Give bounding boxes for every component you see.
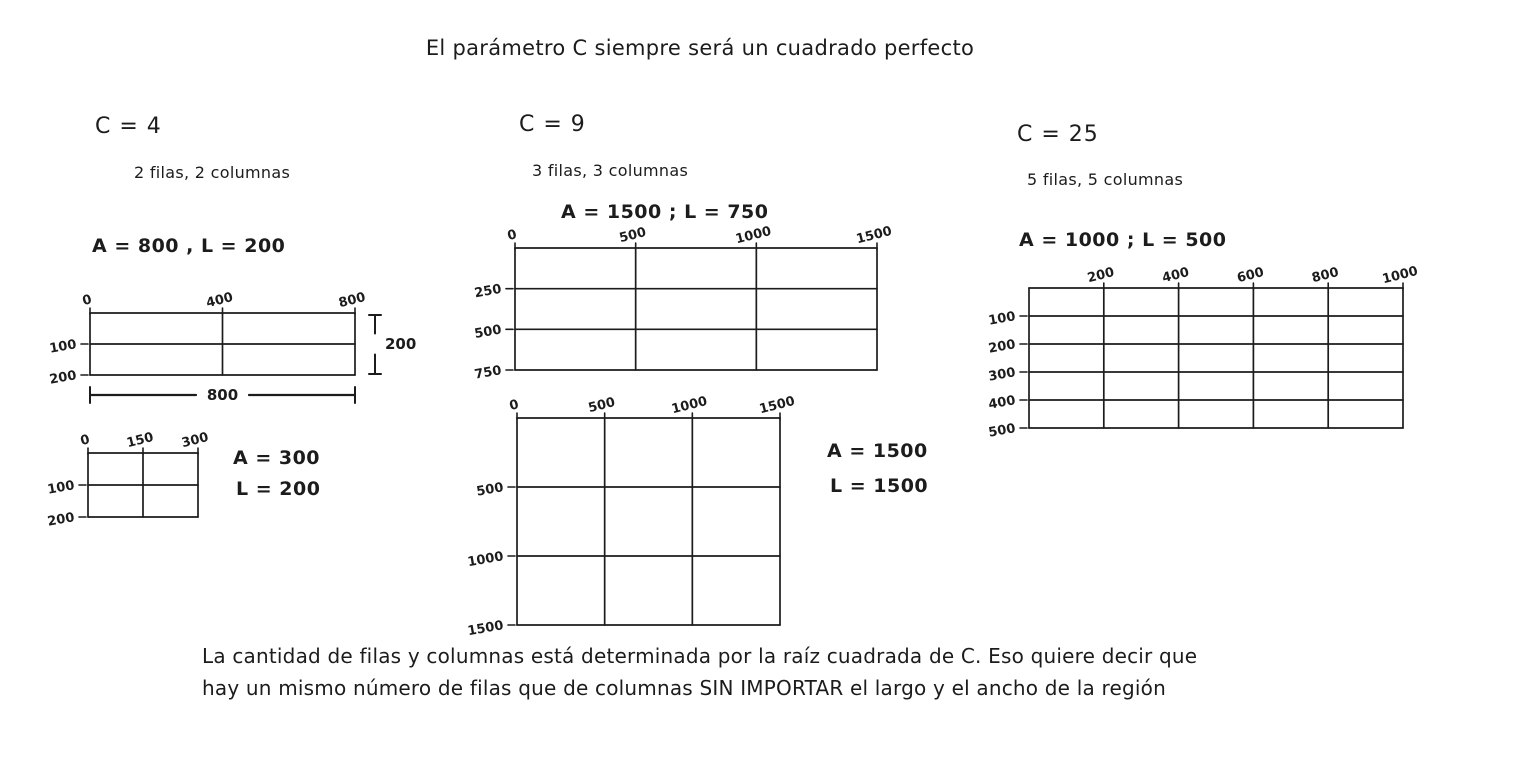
- svg-text:400: 400: [204, 290, 235, 312]
- svg-text:100: 100: [46, 478, 76, 498]
- svg-text:500: 500: [586, 395, 617, 417]
- svg-text:800: 800: [206, 386, 239, 404]
- svg-text:500: 500: [473, 322, 503, 342]
- section-c4-title: C = 4: [95, 114, 162, 139]
- svg-text:1000: 1000: [670, 393, 709, 418]
- footer-line-2: hay un mismo número de filas que de columnas SIN IMPORTAR el largo y el ancho de la región: [202, 676, 1166, 700]
- grid-c4-main: [44, 287, 445, 417]
- page-title: El parámetro C siempre será un cuadrado perfecto: [425, 36, 975, 60]
- svg-text:800: 800: [337, 290, 368, 312]
- svg-text:100: 100: [987, 309, 1017, 329]
- footer-line-1: La cantidad de filas y columnas está determinada por la raíz cuadrada de C. Eso quiere decir que: [202, 644, 1198, 668]
- svg-text:750: 750: [473, 363, 503, 383]
- svg-text:1500: 1500: [757, 393, 797, 418]
- grid-c4-small-area-label: A = 300: [233, 447, 321, 469]
- grid-c9-square-area-label: A = 1500: [827, 440, 928, 462]
- svg-text:1000: 1000: [466, 549, 505, 571]
- section-c4-params: A = 800 , L = 200: [92, 235, 286, 257]
- svg-text:0: 0: [505, 227, 519, 244]
- section-c25-title: C = 25: [1017, 122, 1099, 147]
- svg-text:100: 100: [48, 337, 78, 357]
- grid-c4-small-length-label: L = 200: [236, 478, 321, 500]
- svg-text:1500: 1500: [466, 618, 505, 640]
- svg-text:0: 0: [78, 432, 92, 449]
- svg-text:500: 500: [987, 421, 1017, 441]
- section-c9-note: 3 filas, 3 columnas: [532, 161, 689, 180]
- grid-c9-square: [466, 392, 805, 640]
- svg-text:500: 500: [617, 225, 648, 247]
- section-c25-note: 5 filas, 5 columnas: [1027, 170, 1184, 189]
- svg-text:400: 400: [987, 393, 1017, 413]
- svg-text:250: 250: [473, 281, 503, 302]
- svg-text:600: 600: [1235, 265, 1266, 287]
- svg-text:200: 200: [48, 368, 78, 388]
- svg-text:200: 200: [1085, 265, 1116, 287]
- section-c9-title: C = 9: [519, 112, 586, 137]
- svg-text:200: 200: [385, 335, 417, 353]
- svg-text:0: 0: [80, 292, 94, 309]
- svg-text:1000: 1000: [734, 223, 773, 248]
- svg-text:200: 200: [987, 337, 1017, 357]
- grid-c9-square-length-label: L = 1500: [830, 475, 929, 497]
- section-c9-params: A = 1500 ; L = 750: [561, 201, 769, 223]
- svg-text:500: 500: [475, 480, 505, 500]
- svg-text:150: 150: [125, 430, 156, 452]
- grid-c4-small: [42, 427, 223, 531]
- svg-text:0: 0: [507, 397, 521, 414]
- grid-c25: [983, 262, 1428, 442]
- svg-text:400: 400: [1160, 265, 1191, 287]
- svg-text:800: 800: [1310, 265, 1341, 287]
- svg-text:1000: 1000: [1380, 263, 1420, 288]
- grid-c9-wide: [469, 222, 902, 384]
- svg-text:1500: 1500: [854, 223, 894, 248]
- section-c4-note: 2 filas, 2 columnas: [134, 163, 291, 182]
- svg-text:200: 200: [46, 510, 76, 530]
- section-c25-params: A = 1000 ; L = 500: [1019, 229, 1227, 251]
- svg-text:300: 300: [987, 365, 1017, 385]
- svg-text:300: 300: [180, 430, 211, 452]
